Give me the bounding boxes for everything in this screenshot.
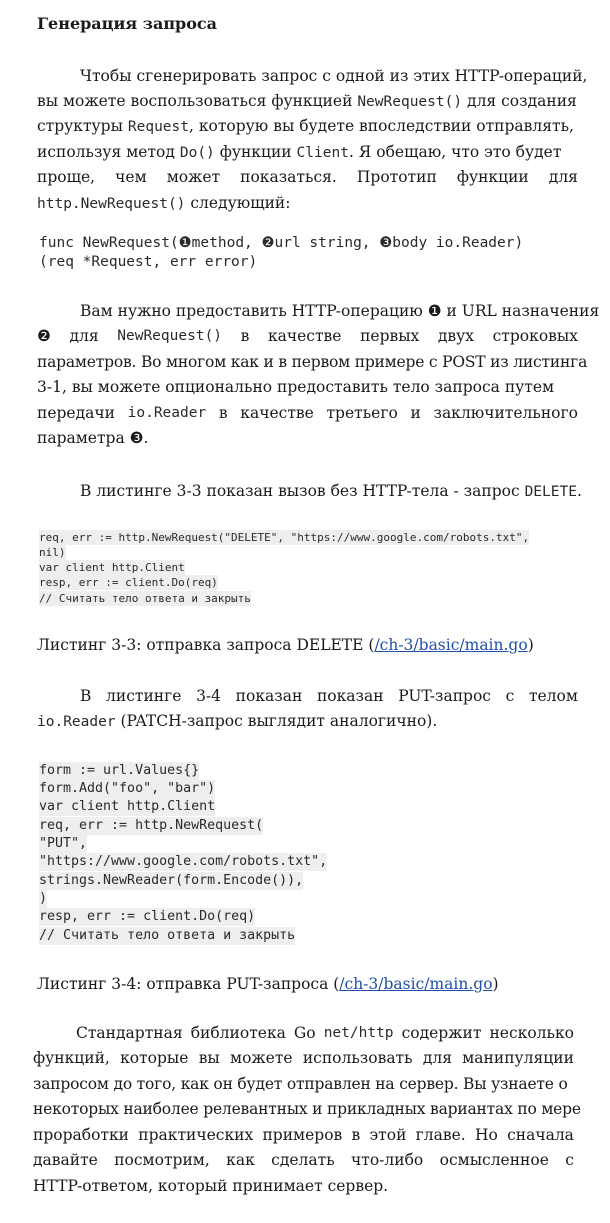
section-heading: Генерация запроса	[37, 14, 218, 33]
paragraph-delete-intro: В листинге 3-3 показан вызов без HTTP-тела - запрос DELETE.	[80, 482, 582, 500]
text-line: запросом до того, как он будет отправлен на сервер. Вы узнаете о	[33, 1075, 568, 1093]
code-line: resp, err := client.Do(req)	[39, 576, 218, 589]
text-line: HTTP-ответом, который принимает сервер.	[33, 1177, 389, 1195]
code-line: // Считать тело ответа и закрыть	[39, 927, 295, 945]
code-line: )	[39, 890, 47, 908]
text-line: функций, которые вы можете использовать для манипуляции	[33, 1049, 574, 1067]
inline-code: io.Reader	[127, 405, 207, 421]
code-line: strings.NewReader(form.Encode()),	[39, 872, 303, 890]
inline-code: Client	[296, 145, 349, 161]
code-line: nil)	[39, 546, 66, 559]
listing-caption: Листинг 3-4: отправка PUT-запроса (/ch-3/basic/main.go)	[37, 975, 499, 993]
text-line: передачи io.Reader в качестве третьего и заключительного	[37, 401, 578, 427]
inline-code: NewRequest()	[357, 94, 463, 110]
text-line: проще, чем может показаться. Прототип функции для	[37, 168, 578, 186]
code-line: "PUT",	[39, 835, 87, 853]
text-line: Чтобы сгенерировать запрос с одной из этих HTTP-операций,	[80, 67, 588, 85]
code-line: (req *Request, err error)	[39, 254, 258, 270]
text-line: структуры Request, которую вы будете впоследствии отправлять,	[37, 117, 574, 135]
code-line: "https://www.google.com/robots.txt",	[39, 853, 327, 871]
text-line: ❷ для NewRequest() в качестве первых двух строковых	[37, 324, 578, 350]
code-line: var client http.Client	[39, 561, 185, 574]
text-line: Стандартная библиотека Go net/http содержит несколько	[76, 1021, 574, 1047]
text-line: Вам нужно предоставить HTTP-операцию ❶ и URL назначения	[80, 302, 600, 320]
text-line: используя метод Do() функции Client. Я обещаю, что это будет	[37, 143, 562, 161]
text-line: В листинге 3-4 показан показан PUT-запрос с телом	[80, 687, 578, 705]
inline-code: NewRequest()	[117, 328, 223, 344]
text-line: некоторых наиболее релевантных и прикладных вариантах по мере	[33, 1100, 581, 1118]
code-line: // Считать тело ответа и закрыть	[39, 592, 251, 605]
listing-caption: Листинг 3-3: отправка запроса DELETE (/ch-3/basic/main.go)	[37, 636, 534, 654]
text-line: параметра ❸.	[37, 429, 149, 447]
text-line: 3-1, вы можете опционально предоставить тело запроса путем	[37, 378, 555, 396]
inline-code: Do()	[179, 145, 215, 161]
inline-code: Request	[127, 119, 189, 135]
inline-code: net/http	[323, 1025, 394, 1041]
code-line: req, err := http.NewRequest("DELETE", "https://www.google.com/robots.txt",	[39, 531, 530, 544]
code-line: resp, err := client.Do(req)	[39, 908, 255, 926]
inline-code: io.Reader	[37, 714, 116, 730]
text-line: давайте посмотрим, как сделать что-либо осмысленное с	[33, 1151, 574, 1169]
code-line: var client http.Client	[39, 798, 215, 816]
code-line: func NewRequest(❶method, ❷url string, ❸body io.Reader)	[39, 235, 524, 251]
text-line: http.NewRequest() следующий:	[37, 194, 291, 212]
text-line: io.Reader (PATCH-запрос выглядит аналогично).	[37, 712, 438, 730]
inline-code: DELETE	[524, 484, 577, 500]
source-link[interactable]: /ch-3/basic/main.go	[374, 636, 528, 654]
code-line: form := url.Values{}	[39, 762, 199, 780]
text-line: параметров. Во многом как и в первом примере с POST из листинга	[37, 353, 588, 371]
source-link[interactable]: /ch-3/basic/main.go	[339, 975, 493, 993]
code-line: req, err := http.NewRequest(	[39, 817, 263, 835]
text-line: вы можете воспользоваться функцией NewRequest() для создания	[37, 92, 577, 110]
inline-code: http.NewRequest()	[37, 196, 186, 212]
code-line: form.Add("foo", "bar")	[39, 780, 215, 798]
text-line: проработки практических примеров в этой главе. Но сначала	[33, 1126, 574, 1144]
